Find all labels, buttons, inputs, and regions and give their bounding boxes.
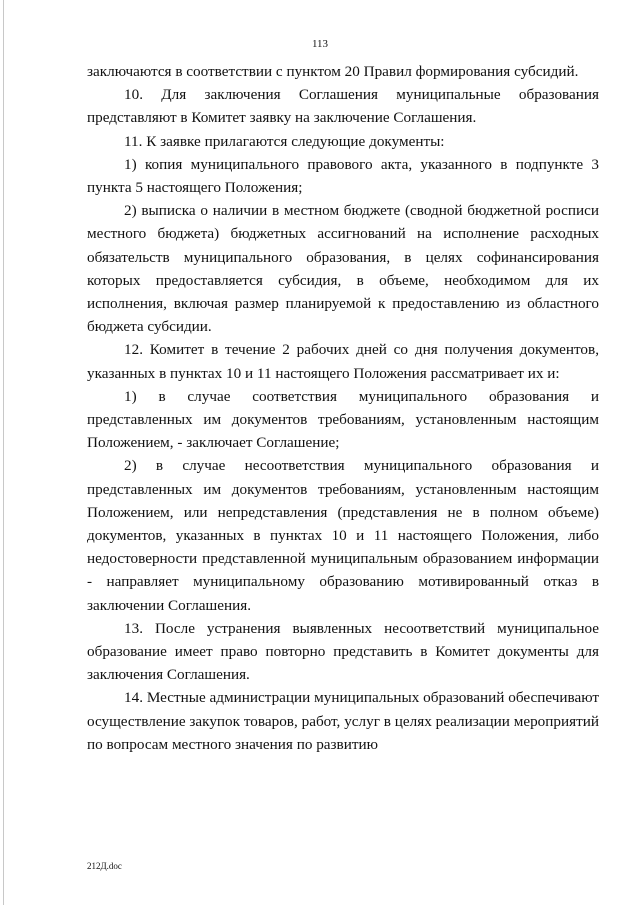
footer-filename: 212Д.doc bbox=[87, 861, 122, 871]
paragraph-clause-11: 11. К заявке прилагаются следующие документы: bbox=[124, 132, 445, 150]
paragraph-clause-13: 13. После устранения выявленных несоответствий муниципальное образование имеет право повторно представить в Комитет документы для заключения Соглашения. bbox=[87, 619, 599, 684]
page-number: 113 bbox=[311, 38, 329, 50]
paragraph-clause-11-item-2: 2) выписка о наличии в местном бюджете (сводной бюджетной росписи местного бюджета) бюджетных ассигнований на исполнение расходных обязательств муниципального образования, в целях софинансирования которых предоставляется субсидия, в объеме, необходимом для их исполнения, включая размер планируемой к предоставлению из областного бюджета субсидии. bbox=[87, 202, 599, 336]
paragraph-clause-12-item-2: 2) в случае несоответствия муниципального образования и представленных им документов требованиям, установленным настоящим Положением, или непредставления (представления не в полном объеме) документов, указанных в пунктах 10 и 11 настоящего Положения, либо недостоверности представленной муниципальным образованием информации - направляет муниципальному образованию мотивированный отказ в заключении Соглашения. bbox=[87, 457, 599, 614]
paragraph-clause-12: 12. Комитет в течение 2 рабочих дней со дня получения документов, указанных в пунктах 10 и 11 настоящего Положения рассматривает их и: bbox=[87, 341, 599, 382]
document-body bbox=[87, 60, 599, 756]
scan-edge-line bbox=[3, 0, 4, 905]
paragraph-clause-14: 14. Местные администрации муниципальных образований обеспечивают осуществление закупок товаров, работ, услуг в целях реализации мероприятий по вопросам местного значения по развитию bbox=[87, 689, 599, 753]
paragraph-clause-12-item-1: 1) в случае соответствия муниципального образования и представленных им документов требованиям, установленным настоящим Положением, - заключает Соглашение; bbox=[87, 387, 599, 452]
paragraph-clause-10: 10. Для заключения Соглашения муниципальные образования представляют в Комитет заявку на заключение Соглашения. bbox=[87, 86, 599, 127]
paragraph-continuation: заключаются в соответствии с пунктом 20 Правил формирования субсидий. bbox=[87, 63, 579, 80]
paragraph-clause-11-item-1: 1) копия муниципального правового акта, указанного в подпункте 3 пункта 5 настоящего Положения; bbox=[87, 155, 599, 197]
